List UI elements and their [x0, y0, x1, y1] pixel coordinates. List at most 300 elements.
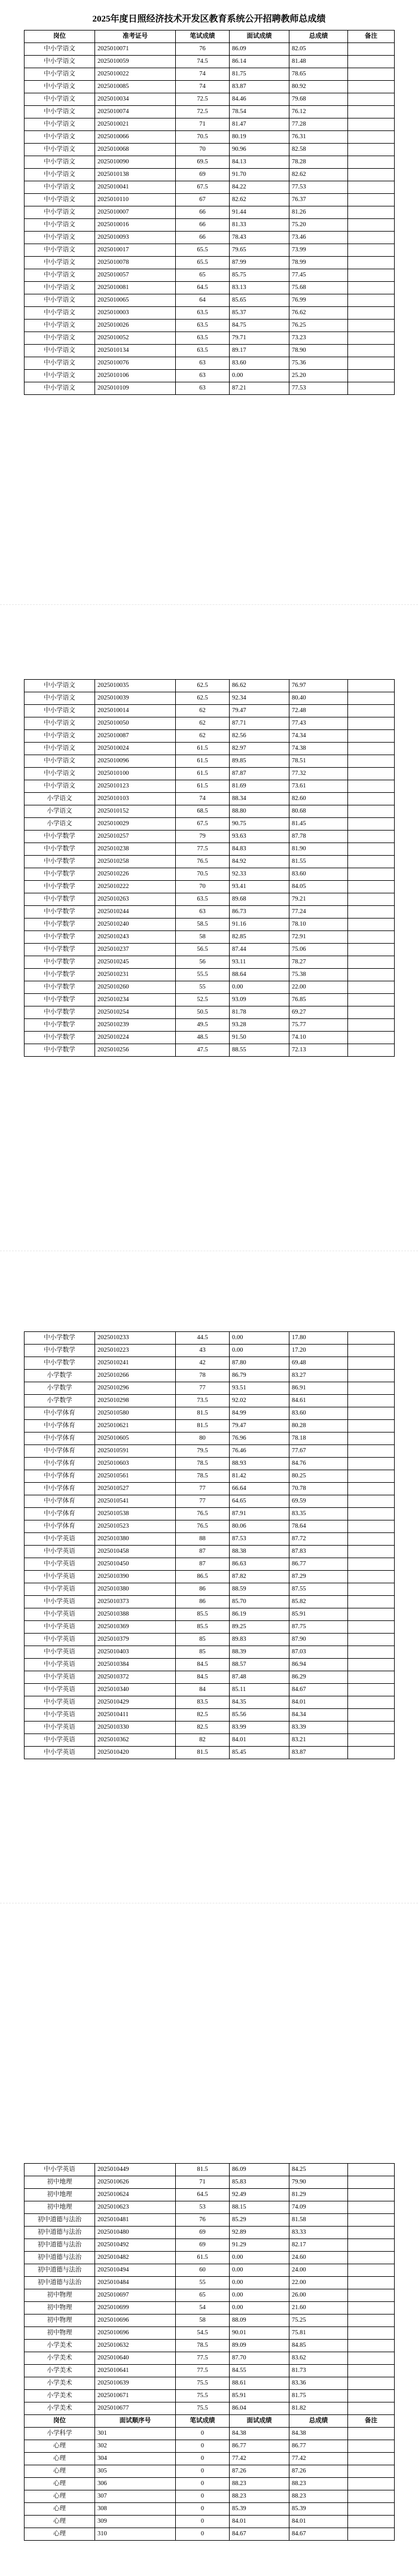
cell-interview-score: 80.06 [230, 1520, 289, 1533]
cell-exam-number: 2025010380 [95, 1583, 176, 1596]
cell-position: 心理 [25, 2516, 95, 2528]
cell-position: 中小学英语 [25, 1722, 95, 1734]
cell-remark [348, 2289, 395, 2302]
cell-remark [348, 2214, 395, 2227]
cell-exam-number: 2025010007 [95, 206, 176, 219]
cell-written-score: 78 [176, 1370, 230, 1382]
cell-position: 小学数学 [25, 1370, 95, 1382]
cell-total-score: 85.39 [289, 2503, 348, 2516]
cell-exam-number: 2025010677 [95, 2402, 176, 2415]
cell-total-score: 82.05 [289, 43, 348, 56]
second-header-body [25, 2415, 395, 2428]
cell-remark [348, 793, 395, 805]
cell-exam-number: 2025010369 [95, 1621, 176, 1634]
cell-interview-score: 91.70 [230, 169, 289, 181]
cell-written-score: 84.5 [176, 1671, 230, 1684]
table-row [25, 2227, 395, 2239]
cell-exam-number: 2025010258 [95, 856, 176, 868]
cell-written-score: 77 [176, 1495, 230, 1508]
cell-position: 小学美术 [25, 2365, 95, 2377]
cell-interview-score: 87.21 [230, 382, 289, 395]
cell-written-score: 63 [176, 906, 230, 919]
table-row [25, 956, 395, 969]
cell-interview-score: 64.65 [230, 1495, 289, 1508]
cell-written-score: 70.5 [176, 131, 230, 144]
cell-position: 中小学数学 [25, 1357, 95, 1370]
cell-written-score: 61.5 [176, 755, 230, 768]
cell-interview-score: 89.17 [230, 345, 289, 357]
cell-total-score: 72.13 [289, 1044, 348, 1057]
cell-interview-score: 86.04 [230, 2402, 289, 2415]
cell-position: 中小学英语 [25, 1608, 95, 1621]
cell-total-score: 83.39 [289, 1722, 348, 1734]
score-table [24, 30, 395, 395]
table-row [25, 1546, 395, 1558]
cell-remark [348, 181, 395, 194]
cell-interview-score: 88.61 [230, 2377, 289, 2390]
table-row [25, 1495, 395, 1508]
cell-remark [348, 1520, 395, 1533]
cell-remark [348, 2239, 395, 2252]
cell-remark [348, 906, 395, 919]
cell-interview-score: 92.34 [230, 692, 289, 705]
cell-written-score: 85.5 [176, 1621, 230, 1634]
cell-remark [348, 219, 395, 232]
cell-interview-score: 88.59 [230, 1583, 289, 1596]
cell-position: 小学语文 [25, 793, 95, 805]
cell-exam-number: 2025010223 [95, 1345, 176, 1357]
cell-exam-number: 2025010029 [95, 818, 176, 831]
cell-position: 中小学语文 [25, 282, 95, 294]
table-row [25, 2377, 395, 2390]
cell-exam-number: 2025010017 [95, 244, 176, 257]
cell-total-score: 81.90 [289, 843, 348, 856]
table-row [25, 944, 395, 956]
table-row [25, 1044, 395, 1057]
cell-total-score: 78.51 [289, 755, 348, 768]
table-row [25, 1734, 395, 1747]
cell-interview-score: 82.56 [230, 730, 289, 743]
cell-total-score: 81.58 [289, 2214, 348, 2227]
cell-remark [348, 1608, 395, 1621]
cell-total-score: 78.18 [289, 1433, 348, 1445]
cell-interview-score: 93.28 [230, 1019, 289, 1032]
cell-exam-number: 2025010429 [95, 1696, 176, 1709]
cell-total-score: 77.53 [289, 382, 348, 395]
cell-remark [348, 257, 395, 269]
cell-position: 中小学语文 [25, 320, 95, 332]
cell-written-score: 68.5 [176, 805, 230, 818]
cell-interview-score: 87.99 [230, 257, 289, 269]
cell-exam-number: 2025010024 [95, 743, 176, 755]
cell-exam-number: 2025010093 [95, 232, 176, 244]
cell-exam-number: 2025010152 [95, 805, 176, 818]
table-body [25, 1332, 395, 1759]
cell-interview-score: 0.00 [230, 1345, 289, 1357]
cell-exam-number: 2025010697 [95, 2289, 176, 2302]
cell-remark [348, 131, 395, 144]
header-written-score: 笔试成绩 [176, 2415, 230, 2428]
cell-position: 小学数学 [25, 1382, 95, 1395]
cell-written-score: 85.5 [176, 1608, 230, 1621]
cell-remark [348, 232, 395, 244]
cell-interview-score: 90.96 [230, 144, 289, 156]
cell-position: 中小学语文 [25, 194, 95, 206]
score-table [24, 679, 395, 1057]
cell-position: 初中道德与法治 [25, 2227, 95, 2239]
cell-written-score: 66 [176, 232, 230, 244]
cell-total-score: 81.26 [289, 206, 348, 219]
cell-total-score: 22.00 [289, 2277, 348, 2289]
cell-remark [348, 244, 395, 257]
cell-remark [348, 2277, 395, 2289]
cell-position: 中小学英语 [25, 1734, 95, 1747]
cell-total-score: 76.12 [289, 106, 348, 118]
cell-position: 中小学体育 [25, 1433, 95, 1445]
cell-total-score: 87.90 [289, 1634, 348, 1646]
cell-written-score: 84 [176, 1684, 230, 1696]
page-2 [24, 679, 394, 1057]
cell-exam-number: 2025010624 [95, 2189, 176, 2201]
cell-written-score: 85 [176, 1646, 230, 1659]
cell-remark [348, 1734, 395, 1747]
table-row [25, 1508, 395, 1520]
cell-position: 中小学数学 [25, 1019, 95, 1032]
cell-remark [348, 2440, 395, 2453]
cell-interview-score: 0.00 [230, 2289, 289, 2302]
table-row [25, 118, 395, 131]
cell-position: 中小学英语 [25, 1596, 95, 1608]
cell-interview-score: 82.62 [230, 194, 289, 206]
cell-exam-number: 2025010226 [95, 868, 176, 881]
cell-position: 初中道德与法治 [25, 2277, 95, 2289]
cell-total-score: 75.25 [289, 2315, 348, 2327]
cell-position: 心理 [25, 2440, 95, 2453]
cell-interview-score: 88.93 [230, 1458, 289, 1470]
cell-interview-score: 92.33 [230, 868, 289, 881]
cell-remark [348, 2340, 395, 2352]
cell-position: 初中物理 [25, 2289, 95, 2302]
cell-exam-number: 2025010233 [95, 1332, 176, 1345]
cell-position: 中小学英语 [25, 1621, 95, 1634]
cell-exam-number: 2025010254 [95, 1006, 176, 1019]
cell-remark [348, 1032, 395, 1044]
cell-exam-number: 301 [95, 2428, 176, 2440]
table-row [25, 906, 395, 919]
cell-interview-score: 84.01 [230, 2516, 289, 2528]
cell-interview-score: 84.35 [230, 1696, 289, 1709]
cell-interview-score: 87.48 [230, 1671, 289, 1684]
cell-written-score: 0 [176, 2503, 230, 2516]
cell-interview-score: 88.23 [230, 2478, 289, 2490]
cell-exam-number: 306 [95, 2478, 176, 2490]
cell-written-score: 63.5 [176, 893, 230, 906]
table-row [25, 981, 395, 994]
cell-position: 中小学数学 [25, 981, 95, 994]
header-interview-score: 面试成绩 [230, 31, 289, 43]
cell-total-score: 83.87 [289, 1747, 348, 1759]
cell-remark [348, 919, 395, 931]
cell-remark [348, 2327, 395, 2340]
cell-exam-number: 2025010696 [95, 2327, 176, 2340]
cell-exam-number: 2025010050 [95, 717, 176, 730]
cell-remark [348, 294, 395, 307]
cell-written-score: 71 [176, 2176, 230, 2189]
cell-total-score: 74.34 [289, 730, 348, 743]
cell-interview-score: 0.00 [230, 2302, 289, 2315]
cell-total-score: 76.99 [289, 294, 348, 307]
cell-position: 中小学英语 [25, 1634, 95, 1646]
table-row [25, 294, 395, 307]
header-remark: 备注 [348, 31, 395, 43]
cell-written-score: 63.5 [176, 307, 230, 320]
cell-total-score: 80.40 [289, 692, 348, 705]
cell-exam-number: 2025010014 [95, 705, 176, 717]
cell-exam-number: 307 [95, 2490, 176, 2503]
cell-remark [348, 843, 395, 856]
cell-written-score: 65.5 [176, 257, 230, 269]
cell-written-score: 62 [176, 730, 230, 743]
cell-position: 中小学体育 [25, 1508, 95, 1520]
cell-remark [348, 805, 395, 818]
cell-written-score: 67 [176, 194, 230, 206]
cell-interview-score: 79.65 [230, 244, 289, 257]
cell-interview-score: 0.00 [230, 2277, 289, 2289]
cell-total-score: 76.97 [289, 680, 348, 692]
cell-interview-score: 84.01 [230, 1734, 289, 1747]
cell-remark [348, 320, 395, 332]
cell-written-score: 58.5 [176, 919, 230, 931]
cell-exam-number: 2025010420 [95, 1747, 176, 1759]
table-row [25, 868, 395, 881]
table-row [25, 1533, 395, 1546]
cell-total-score: 17.20 [289, 1345, 348, 1357]
cell-remark [348, 2302, 395, 2315]
cell-remark [348, 1646, 395, 1659]
cell-total-score: 83.35 [289, 1508, 348, 1520]
cell-written-score: 72.5 [176, 93, 230, 106]
cell-written-score: 49.5 [176, 1019, 230, 1032]
cell-remark [348, 994, 395, 1006]
cell-remark [348, 2176, 395, 2189]
cell-remark [348, 2164, 395, 2176]
table-row [25, 692, 395, 705]
table-row [25, 1395, 395, 1407]
cell-interview-score: 93.63 [230, 831, 289, 843]
cell-position: 中小学语文 [25, 144, 95, 156]
table-row [25, 1621, 395, 1634]
cell-total-score: 88.23 [289, 2478, 348, 2490]
cell-remark [348, 1671, 395, 1684]
table-row [25, 856, 395, 868]
cell-remark [348, 206, 395, 219]
cell-remark [348, 2189, 395, 2201]
cell-remark [348, 156, 395, 169]
cell-total-score: 74.38 [289, 743, 348, 755]
cell-exam-number: 2025010541 [95, 1495, 176, 1508]
cell-written-score: 0 [176, 2428, 230, 2440]
table-row [25, 931, 395, 944]
cell-remark [348, 2453, 395, 2465]
cell-total-score: 81.55 [289, 856, 348, 868]
cell-written-score: 86.5 [176, 1571, 230, 1583]
cell-exam-number: 2025010035 [95, 680, 176, 692]
cell-interview-score: 86.14 [230, 56, 289, 68]
cell-exam-number: 302 [95, 2440, 176, 2453]
cell-interview-score: 0.00 [230, 2264, 289, 2277]
cell-remark [348, 2315, 395, 2327]
cell-total-score: 77.24 [289, 906, 348, 919]
cell-written-score: 62.5 [176, 680, 230, 692]
cell-interview-score: 81.75 [230, 68, 289, 81]
cell-exam-number: 2025010222 [95, 881, 176, 893]
cell-total-score: 81.73 [289, 2365, 348, 2377]
cell-position: 心理 [25, 2528, 95, 2541]
cell-interview-score: 87.87 [230, 768, 289, 780]
cell-position: 初中道德与法治 [25, 2252, 95, 2264]
table-row [25, 2302, 395, 2315]
cell-written-score: 53 [176, 2201, 230, 2214]
table-row [25, 1558, 395, 1571]
cell-exam-number: 2025010138 [95, 169, 176, 181]
header-position: 岗位 [25, 31, 95, 43]
cell-interview-score: 89.83 [230, 1634, 289, 1646]
cell-exam-number: 2025010039 [95, 692, 176, 705]
table-row [25, 370, 395, 382]
cell-total-score: 80.28 [289, 1420, 348, 1433]
cell-exam-number: 2025010482 [95, 2252, 176, 2264]
table-row [25, 2465, 395, 2478]
cell-exam-number: 2025010243 [95, 931, 176, 944]
table-row [25, 831, 395, 843]
cell-total-score: 21.60 [289, 2302, 348, 2315]
cell-exam-number: 308 [95, 2503, 176, 2516]
cell-exam-number: 2025010480 [95, 2227, 176, 2239]
cell-exam-number: 2025010052 [95, 332, 176, 345]
cell-position: 中小学语文 [25, 131, 95, 144]
cell-position: 中小学语文 [25, 692, 95, 705]
cell-remark [348, 118, 395, 131]
cell-total-score: 86.29 [289, 1671, 348, 1684]
cell-written-score: 74.5 [176, 56, 230, 68]
cell-interview-score: 84.38 [230, 2428, 289, 2440]
table-row [25, 269, 395, 282]
cell-total-score: 87.03 [289, 1646, 348, 1659]
cell-total-score: 83.27 [289, 1370, 348, 1382]
cell-total-score: 84.85 [289, 2340, 348, 2352]
cell-remark [348, 332, 395, 345]
cell-remark [348, 2377, 395, 2390]
cell-position: 中小学语文 [25, 169, 95, 181]
cell-exam-number: 310 [95, 2528, 176, 2541]
cell-total-score: 77.43 [289, 717, 348, 730]
cell-total-score: 87.75 [289, 1621, 348, 1634]
cell-position: 中小学英语 [25, 1747, 95, 1759]
cell-total-score: 79.21 [289, 893, 348, 906]
cell-total-score: 85.91 [289, 1608, 348, 1621]
cell-remark [348, 1357, 395, 1370]
cell-total-score: 82.17 [289, 2239, 348, 2252]
table-row [25, 1596, 395, 1608]
cell-total-score: 72.48 [289, 705, 348, 717]
table-row [25, 332, 395, 345]
cell-interview-score: 82.85 [230, 931, 289, 944]
cell-remark [348, 1332, 395, 1345]
cell-exam-number: 2025010123 [95, 780, 176, 793]
cell-interview-score: 82.97 [230, 743, 289, 755]
cell-remark [348, 1722, 395, 1734]
table-row [25, 2327, 395, 2340]
cell-written-score: 67.5 [176, 181, 230, 194]
cell-interview-score: 87.53 [230, 1533, 289, 1546]
table-row [25, 805, 395, 818]
cell-exam-number: 2025010237 [95, 944, 176, 956]
cell-total-score: 24.60 [289, 2252, 348, 2264]
cell-exam-number: 2025010411 [95, 1709, 176, 1722]
cell-exam-number: 2025010257 [95, 831, 176, 843]
table-row [25, 1747, 395, 1759]
cell-exam-number: 2025010057 [95, 269, 176, 282]
cell-position: 中小学语文 [25, 357, 95, 370]
cell-total-score: 78.65 [289, 68, 348, 81]
cell-exam-number: 2025010527 [95, 1483, 176, 1495]
cell-position: 小学语文 [25, 805, 95, 818]
cell-written-score: 87 [176, 1546, 230, 1558]
cell-interview-score: 79.47 [230, 705, 289, 717]
table-row [25, 1407, 395, 1420]
cell-position: 中小学英语 [25, 1684, 95, 1696]
table-row [25, 1646, 395, 1659]
cell-total-score: 81.45 [289, 818, 348, 831]
cell-interview-score: 87.44 [230, 944, 289, 956]
cell-exam-number: 2025010580 [95, 1407, 176, 1420]
cell-total-score: 81.75 [289, 2390, 348, 2402]
cell-exam-number: 2025010244 [95, 906, 176, 919]
cell-exam-number: 2025010256 [95, 1044, 176, 1057]
cell-written-score: 63 [176, 357, 230, 370]
cell-written-score: 70.5 [176, 868, 230, 881]
cell-exam-number: 309 [95, 2516, 176, 2528]
table-row [25, 818, 395, 831]
table-row [25, 2201, 395, 2214]
cell-total-score: 77.32 [289, 768, 348, 780]
cell-position: 中小学英语 [25, 1671, 95, 1684]
cell-total-score: 78.27 [289, 956, 348, 969]
cell-written-score: 66 [176, 206, 230, 219]
table-row [25, 755, 395, 768]
cell-written-score: 86 [176, 1596, 230, 1608]
cell-exam-number: 2025010384 [95, 1659, 176, 1671]
page-4 [24, 2163, 394, 2541]
cell-remark [348, 1006, 395, 1019]
cell-exam-number: 2025010087 [95, 730, 176, 743]
cell-interview-score: 85.70 [230, 1596, 289, 1608]
cell-interview-score: 87.26 [230, 2465, 289, 2478]
cell-exam-number: 2025010561 [95, 1470, 176, 1483]
table-row [25, 994, 395, 1006]
cell-written-score: 87 [176, 1558, 230, 1571]
cell-written-score: 70 [176, 144, 230, 156]
cell-remark [348, 2365, 395, 2377]
cell-position: 中小学数学 [25, 969, 95, 981]
cell-written-score: 0 [176, 2465, 230, 2478]
cell-written-score: 0 [176, 2516, 230, 2528]
cell-remark [348, 93, 395, 106]
cell-interview-score: 83.13 [230, 282, 289, 294]
table-row [25, 1722, 395, 1734]
cell-interview-score: 85.37 [230, 307, 289, 320]
cell-remark [348, 1044, 395, 1057]
